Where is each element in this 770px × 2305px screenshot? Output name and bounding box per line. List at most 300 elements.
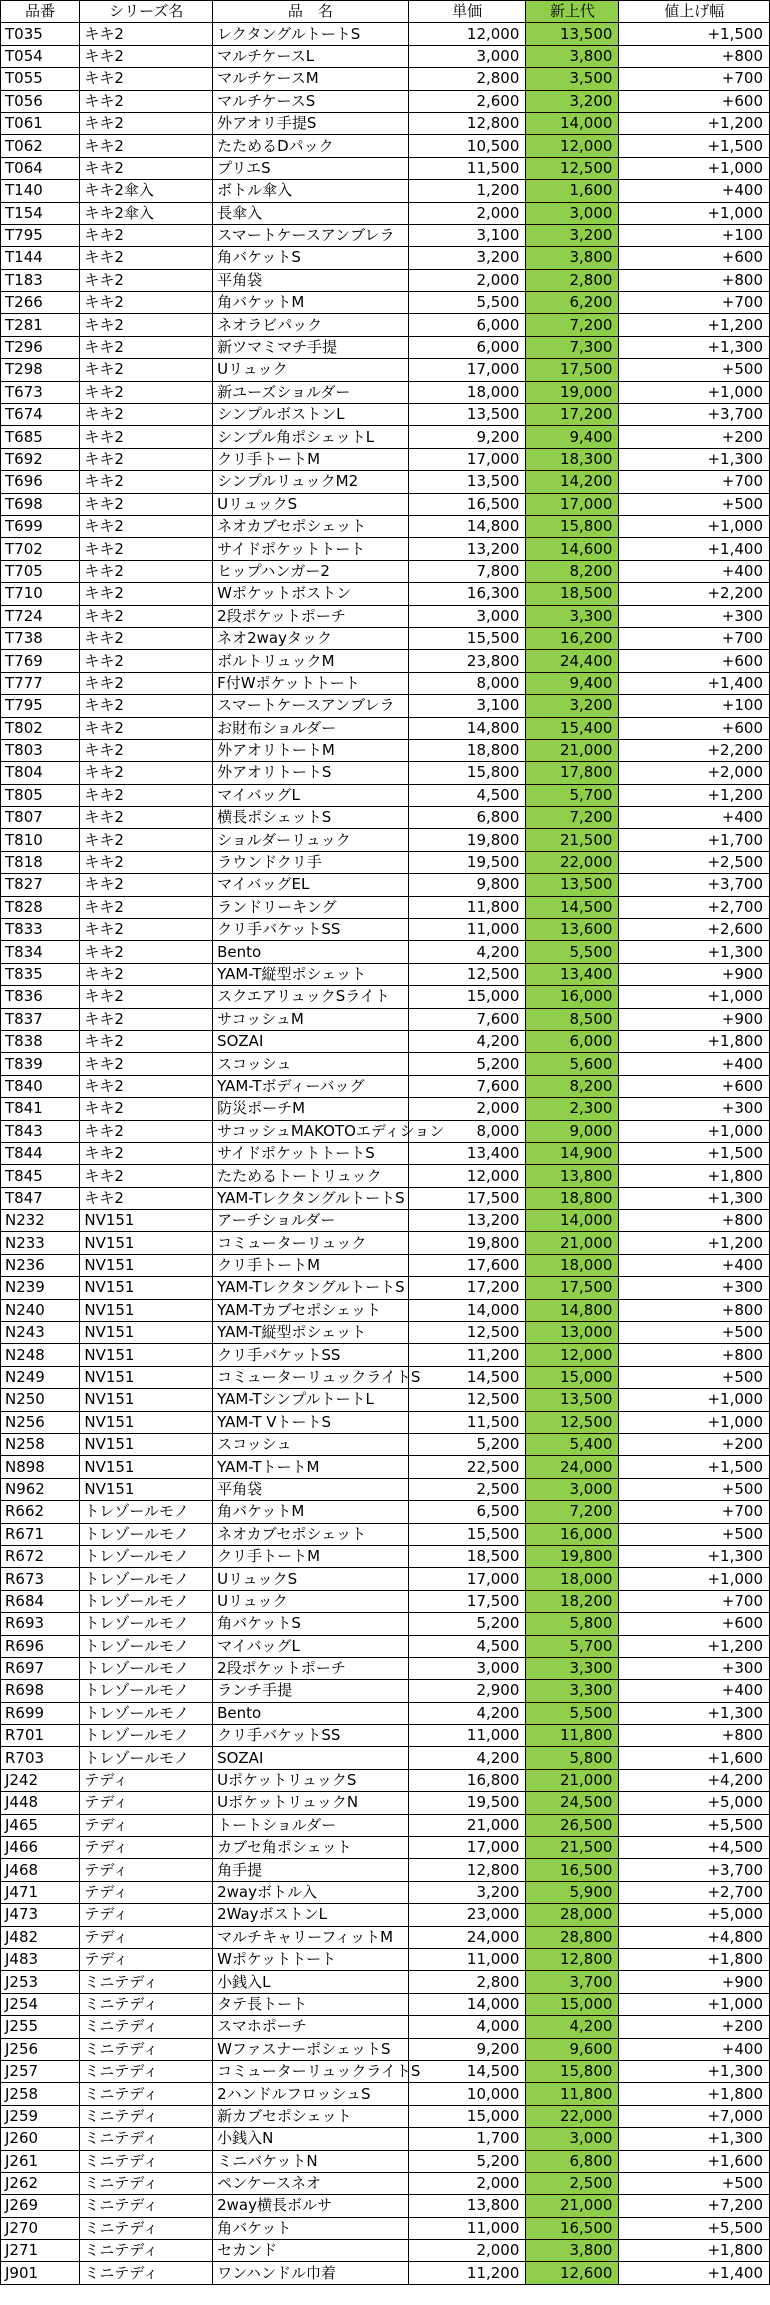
table-row: [1, 1142, 770, 1164]
table-row: [1, 583, 770, 605]
cell-price: 7,800: [408, 560, 526, 582]
cell-code: R672: [1, 1545, 80, 1567]
table-row: [1, 2172, 770, 2194]
cell-series: トレゾールモノ: [80, 1657, 213, 1679]
table-row: [1, 1545, 770, 1567]
cell-code: T795: [1, 695, 80, 717]
cell-price: 5,200: [408, 1434, 526, 1456]
cell-price: 14,800: [408, 717, 526, 739]
table-row: [1, 1568, 770, 1590]
table-row: [1, 1098, 770, 1120]
cell-code: T699: [1, 515, 80, 537]
cell-series: トレゾールモノ: [80, 1613, 213, 1635]
table-row: [1, 695, 770, 717]
cell-increase: +100: [619, 224, 770, 246]
cell-code: T144: [1, 247, 80, 269]
cell-series: キキ2: [80, 404, 213, 426]
cell-name: マイバッグEL: [213, 874, 409, 896]
cell-increase: +1,000: [619, 381, 770, 403]
cell-code: T673: [1, 381, 80, 403]
cell-name: ボルトリュックM: [213, 650, 409, 672]
cell-price: 6,000: [408, 336, 526, 358]
cell-price: 9,800: [408, 874, 526, 896]
cell-series: キキ2: [80, 963, 213, 985]
cell-name: コミューターリュックライトS: [213, 2060, 409, 2082]
cell-code: N250: [1, 1389, 80, 1411]
cell-price: 4,200: [408, 1030, 526, 1052]
table-row: [1, 359, 770, 381]
cell-new-price: 5,800: [526, 1747, 619, 1769]
cell-new-price: 24,500: [526, 1792, 619, 1814]
cell-new-price: 13,400: [526, 963, 619, 985]
cell-increase: +1,400: [619, 2262, 770, 2284]
table-row: [1, 560, 770, 582]
cell-code: R673: [1, 1568, 80, 1590]
cell-new-price: 8,200: [526, 560, 619, 582]
cell-price: 23,800: [408, 650, 526, 672]
cell-code: T281: [1, 314, 80, 336]
cell-increase: +1,800: [619, 2240, 770, 2262]
cell-increase: +600: [619, 650, 770, 672]
cell-increase: +1,000: [619, 1568, 770, 1590]
cell-increase: +1,000: [619, 1389, 770, 1411]
cell-increase: +700: [619, 68, 770, 90]
cell-series: テディ: [80, 1769, 213, 1791]
cell-price: 5,500: [408, 292, 526, 314]
cell-series: NV151: [80, 1434, 213, 1456]
cell-name: 外アオリトートS: [213, 762, 409, 784]
cell-series: NV151: [80, 1254, 213, 1276]
cell-name: SOZAI: [213, 1030, 409, 1052]
cell-series: トレゾールモノ: [80, 1635, 213, 1657]
cell-code: J901: [1, 2262, 80, 2284]
cell-price: 5,200: [408, 2150, 526, 2172]
cell-new-price: 6,800: [526, 2150, 619, 2172]
cell-code: T692: [1, 448, 80, 470]
table-row: [1, 1322, 770, 1344]
cell-series: キキ2: [80, 829, 213, 851]
cell-increase: +1,500: [619, 1456, 770, 1478]
cell-new-price: 3,000: [526, 202, 619, 224]
cell-name: Uリュック: [213, 1590, 409, 1612]
cell-new-price: 1,600: [526, 180, 619, 202]
cell-new-price: 5,500: [526, 941, 619, 963]
cell-code: J262: [1, 2172, 80, 2194]
table-row: [1, 650, 770, 672]
cell-series: NV151: [80, 1344, 213, 1366]
cell-name: サコッシュM: [213, 1008, 409, 1030]
cell-code: J255: [1, 2016, 80, 2038]
cell-new-price: 18,000: [526, 1254, 619, 1276]
cell-new-price: 11,800: [526, 1725, 619, 1747]
cell-increase: +2,000: [619, 762, 770, 784]
cell-name: スコッシュ: [213, 1434, 409, 1456]
cell-price: 4,000: [408, 2016, 526, 2038]
cell-code: T836: [1, 986, 80, 1008]
cell-name: ボトル傘入: [213, 180, 409, 202]
cell-increase: +1,800: [619, 1030, 770, 1052]
header-series: シリーズ名: [80, 1, 213, 23]
cell-name: Wポケットトート: [213, 1948, 409, 1970]
cell-name: コミューターリュック: [213, 1232, 409, 1254]
cell-series: ミニテディ: [80, 2150, 213, 2172]
cell-new-price: 21,000: [526, 739, 619, 761]
cell-series: キキ2: [80, 314, 213, 336]
cell-code: T298: [1, 359, 80, 381]
cell-price: 3,000: [408, 45, 526, 67]
cell-code: T802: [1, 717, 80, 739]
cell-new-price: 21,000: [526, 1232, 619, 1254]
cell-increase: +4,200: [619, 1769, 770, 1791]
cell-code: N248: [1, 1344, 80, 1366]
cell-increase: +3,700: [619, 874, 770, 896]
cell-increase: +400: [619, 2038, 770, 2060]
cell-increase: +1,300: [619, 2060, 770, 2082]
table-row: [1, 1948, 770, 1970]
cell-price: 6,800: [408, 807, 526, 829]
cell-increase: +600: [619, 717, 770, 739]
cell-price: 11,000: [408, 1725, 526, 1747]
cell-price: 4,200: [408, 1747, 526, 1769]
cell-price: 13,500: [408, 471, 526, 493]
table-row: [1, 1254, 770, 1276]
cell-new-price: 17,200: [526, 404, 619, 426]
table-row: [1, 2128, 770, 2150]
table-row: [1, 381, 770, 403]
cell-increase: +1,700: [619, 829, 770, 851]
cell-increase: +900: [619, 963, 770, 985]
cell-series: キキ2: [80, 45, 213, 67]
cell-series: キキ2: [80, 605, 213, 627]
cell-name: ネオカブセポシェット: [213, 515, 409, 537]
cell-series: キキ2: [80, 68, 213, 90]
cell-code: R696: [1, 1635, 80, 1657]
table-row: [1, 1971, 770, 1993]
cell-price: 14,000: [408, 1299, 526, 1321]
cell-price: 7,600: [408, 1008, 526, 1030]
cell-price: 13,200: [408, 538, 526, 560]
cell-name: シンプルボストンL: [213, 404, 409, 426]
cell-increase: +900: [619, 1008, 770, 1030]
cell-code: T795: [1, 224, 80, 246]
cell-series: キキ2: [80, 672, 213, 694]
cell-new-price: 19,000: [526, 381, 619, 403]
cell-new-price: 13,500: [526, 23, 619, 45]
cell-name: 角手提: [213, 1859, 409, 1881]
table-row: [1, 224, 770, 246]
table-row: [1, 1232, 770, 1254]
cell-code: J253: [1, 1971, 80, 1993]
cell-name: ネオ2wayタック: [213, 627, 409, 649]
cell-new-price: 17,800: [526, 762, 619, 784]
cell-increase: +1,300: [619, 336, 770, 358]
cell-series: キキ2: [80, 292, 213, 314]
cell-increase: +400: [619, 1680, 770, 1702]
cell-price: 24,000: [408, 1926, 526, 1948]
cell-new-price: 14,200: [526, 471, 619, 493]
cell-new-price: 3,300: [526, 605, 619, 627]
cell-new-price: 18,000: [526, 1568, 619, 1590]
cell-increase: +1,300: [619, 2128, 770, 2150]
cell-code: T705: [1, 560, 80, 582]
cell-name: クリ手バケットSS: [213, 1344, 409, 1366]
cell-code: J473: [1, 1904, 80, 1926]
cell-price: 8,000: [408, 672, 526, 694]
table-row: [1, 1859, 770, 1881]
cell-price: 13,800: [408, 2195, 526, 2217]
cell-code: N243: [1, 1322, 80, 1344]
cell-new-price: 24,000: [526, 1456, 619, 1478]
cell-code: N232: [1, 1210, 80, 1232]
cell-name: 新ユーズショルダー: [213, 381, 409, 403]
cell-price: 10,000: [408, 2083, 526, 2105]
cell-code: R701: [1, 1725, 80, 1747]
cell-increase: +300: [619, 1277, 770, 1299]
cell-increase: +300: [619, 1657, 770, 1679]
table-row: [1, 941, 770, 963]
table-row: [1, 1837, 770, 1859]
cell-name: 角バケット: [213, 2217, 409, 2239]
cell-price: 15,000: [408, 986, 526, 1008]
cell-name: Bento: [213, 1702, 409, 1724]
cell-name: Wポケットボストン: [213, 583, 409, 605]
cell-series: トレゾールモノ: [80, 1590, 213, 1612]
table-row: [1, 963, 770, 985]
cell-name: UポケットリュックS: [213, 1769, 409, 1791]
cell-increase: +2,700: [619, 1881, 770, 1903]
cell-price: 19,500: [408, 1792, 526, 1814]
cell-name: 外アオリ手提S: [213, 112, 409, 134]
cell-name: SOZAI: [213, 1747, 409, 1769]
cell-series: キキ2: [80, 919, 213, 941]
cell-code: T837: [1, 1008, 80, 1030]
cell-name: クリ手バケットSS: [213, 919, 409, 941]
cell-name: ラウンドクリ手: [213, 851, 409, 873]
cell-series: テディ: [80, 1837, 213, 1859]
cell-code: J254: [1, 1993, 80, 2015]
table-row: [1, 336, 770, 358]
cell-series: キキ2: [80, 1098, 213, 1120]
cell-price: 11,500: [408, 157, 526, 179]
cell-increase: +1,000: [619, 202, 770, 224]
cell-code: T183: [1, 269, 80, 291]
table-row: [1, 1366, 770, 1388]
table-row: [1, 672, 770, 694]
cell-price: 13,200: [408, 1210, 526, 1232]
table-row: [1, 851, 770, 873]
cell-name: YAM-T縦型ポシェット: [213, 963, 409, 985]
cell-series: キキ2: [80, 359, 213, 381]
cell-new-price: 2,300: [526, 1098, 619, 1120]
table-row: [1, 1680, 770, 1702]
cell-new-price: 26,500: [526, 1814, 619, 1836]
cell-new-price: 3,700: [526, 1971, 619, 1993]
cell-new-price: 2,500: [526, 2172, 619, 2194]
cell-name: たためるDパック: [213, 135, 409, 157]
cell-increase: +200: [619, 2016, 770, 2038]
cell-code: T064: [1, 157, 80, 179]
cell-new-price: 14,000: [526, 112, 619, 134]
cell-code: R703: [1, 1747, 80, 1769]
cell-series: キキ2: [80, 1187, 213, 1209]
cell-name: ヒップハンガー2: [213, 560, 409, 582]
table-row: [1, 1635, 770, 1657]
cell-increase: +300: [619, 1098, 770, 1120]
cell-increase: +1,000: [619, 515, 770, 537]
cell-code: J269: [1, 2195, 80, 2217]
table-row: [1, 2217, 770, 2239]
cell-series: テディ: [80, 1948, 213, 1970]
cell-new-price: 3,800: [526, 45, 619, 67]
cell-new-price: 7,200: [526, 1501, 619, 1523]
cell-series: キキ2: [80, 1053, 213, 1075]
table-row: [1, 1030, 770, 1052]
cell-code: N256: [1, 1411, 80, 1433]
cell-new-price: 17,500: [526, 359, 619, 381]
cell-name: プリエS: [213, 157, 409, 179]
table-row: [1, 1501, 770, 1523]
cell-price: 9,200: [408, 426, 526, 448]
cell-series: ミニテディ: [80, 2240, 213, 2262]
cell-new-price: 5,700: [526, 1635, 619, 1657]
cell-price: 11,200: [408, 2262, 526, 2284]
cell-price: 2,000: [408, 1098, 526, 1120]
cell-increase: +2,500: [619, 851, 770, 873]
cell-code: J261: [1, 2150, 80, 2172]
cell-name: 新カブセポシェット: [213, 2105, 409, 2127]
cell-new-price: 12,000: [526, 1344, 619, 1366]
cell-series: キキ2: [80, 762, 213, 784]
cell-new-price: 18,200: [526, 1590, 619, 1612]
cell-series: テディ: [80, 1926, 213, 1948]
cell-code: J465: [1, 1814, 80, 1836]
cell-increase: +1,200: [619, 112, 770, 134]
cell-increase: +1,500: [619, 23, 770, 45]
cell-increase: +800: [619, 45, 770, 67]
cell-new-price: 3,300: [526, 1680, 619, 1702]
cell-series: ミニテディ: [80, 2016, 213, 2038]
cell-new-price: 5,800: [526, 1613, 619, 1635]
cell-series: キキ2: [80, 23, 213, 45]
table-row: [1, 448, 770, 470]
cell-increase: +500: [619, 1523, 770, 1545]
cell-new-price: 13,800: [526, 1165, 619, 1187]
cell-new-price: 21,000: [526, 1769, 619, 1791]
cell-price: 4,500: [408, 784, 526, 806]
cell-code: T827: [1, 874, 80, 896]
cell-series: ミニテディ: [80, 2060, 213, 2082]
cell-new-price: 16,500: [526, 1859, 619, 1881]
cell-name: クリ手トートM: [213, 1545, 409, 1567]
table-row: [1, 2083, 770, 2105]
cell-code: T769: [1, 650, 80, 672]
cell-new-price: 3,300: [526, 1657, 619, 1679]
cell-series: キキ2傘入: [80, 180, 213, 202]
cell-series: ミニテディ: [80, 1993, 213, 2015]
cell-increase: +600: [619, 247, 770, 269]
cell-price: 17,500: [408, 1187, 526, 1209]
cell-price: 4,200: [408, 1702, 526, 1724]
cell-increase: +1,200: [619, 784, 770, 806]
table-row: [1, 627, 770, 649]
cell-name: 2WayボストンL: [213, 1904, 409, 1926]
cell-code: N239: [1, 1277, 80, 1299]
cell-new-price: 15,800: [526, 515, 619, 537]
cell-series: ミニテディ: [80, 2172, 213, 2194]
cell-code: R698: [1, 1680, 80, 1702]
cell-code: T724: [1, 605, 80, 627]
cell-price: 14,800: [408, 515, 526, 537]
cell-series: キキ2: [80, 269, 213, 291]
table-row: [1, 762, 770, 784]
cell-name: サコッシュMAKOTOエディション: [213, 1120, 409, 1142]
cell-increase: +3,700: [619, 1859, 770, 1881]
cell-code: T054: [1, 45, 80, 67]
cell-name: YAM-T VトートS: [213, 1411, 409, 1433]
cell-increase: +7,200: [619, 2195, 770, 2217]
cell-name: レクタングルトートS: [213, 23, 409, 45]
cell-name: マイバッグL: [213, 1635, 409, 1657]
cell-name: UリュックS: [213, 493, 409, 515]
header-price: 単価: [408, 1, 526, 23]
cell-price: 14,000: [408, 1993, 526, 2015]
table-row: [1, 1456, 770, 1478]
cell-code: N233: [1, 1232, 80, 1254]
cell-new-price: 8,200: [526, 1075, 619, 1097]
cell-increase: +2,600: [619, 919, 770, 941]
table-row: [1, 1120, 770, 1142]
cell-increase: +800: [619, 269, 770, 291]
table-row: [1, 135, 770, 157]
cell-price: 4,500: [408, 1635, 526, 1657]
table-row: [1, 1299, 770, 1321]
table-row: [1, 1389, 770, 1411]
cell-new-price: 12,600: [526, 2262, 619, 2284]
cell-series: テディ: [80, 1814, 213, 1836]
cell-new-price: 18,500: [526, 583, 619, 605]
table-row: [1, 1187, 770, 1209]
cell-new-price: 12,500: [526, 1411, 619, 1433]
cell-series: トレゾールモノ: [80, 1680, 213, 1702]
cell-series: キキ2: [80, 784, 213, 806]
cell-price: 22,500: [408, 1456, 526, 1478]
cell-increase: +700: [619, 1590, 770, 1612]
cell-code: N898: [1, 1456, 80, 1478]
cell-code: T834: [1, 941, 80, 963]
header-code: 品番: [1, 1, 80, 23]
table-row: [1, 605, 770, 627]
table-row: [1, 471, 770, 493]
cell-name: 2ハンドルフロッシュS: [213, 2083, 409, 2105]
cell-series: トレゾールモノ: [80, 1523, 213, 1545]
cell-series: キキ2: [80, 1142, 213, 1164]
cell-increase: +1,300: [619, 1545, 770, 1567]
cell-series: ミニテディ: [80, 2195, 213, 2217]
cell-price: 14,500: [408, 2060, 526, 2082]
cell-code: J483: [1, 1948, 80, 1970]
cell-new-price: 15,000: [526, 1993, 619, 2015]
cell-new-price: 22,000: [526, 851, 619, 873]
cell-name: 2段ポケットポーチ: [213, 605, 409, 627]
table-row: [1, 2262, 770, 2284]
table-row: [1, 1881, 770, 1903]
cell-code: R693: [1, 1613, 80, 1635]
cell-price: 12,800: [408, 1859, 526, 1881]
cell-name: 新ツマミマチ手提: [213, 336, 409, 358]
cell-name: スマホポーチ: [213, 2016, 409, 2038]
cell-code: T804: [1, 762, 80, 784]
table-row: [1, 739, 770, 761]
